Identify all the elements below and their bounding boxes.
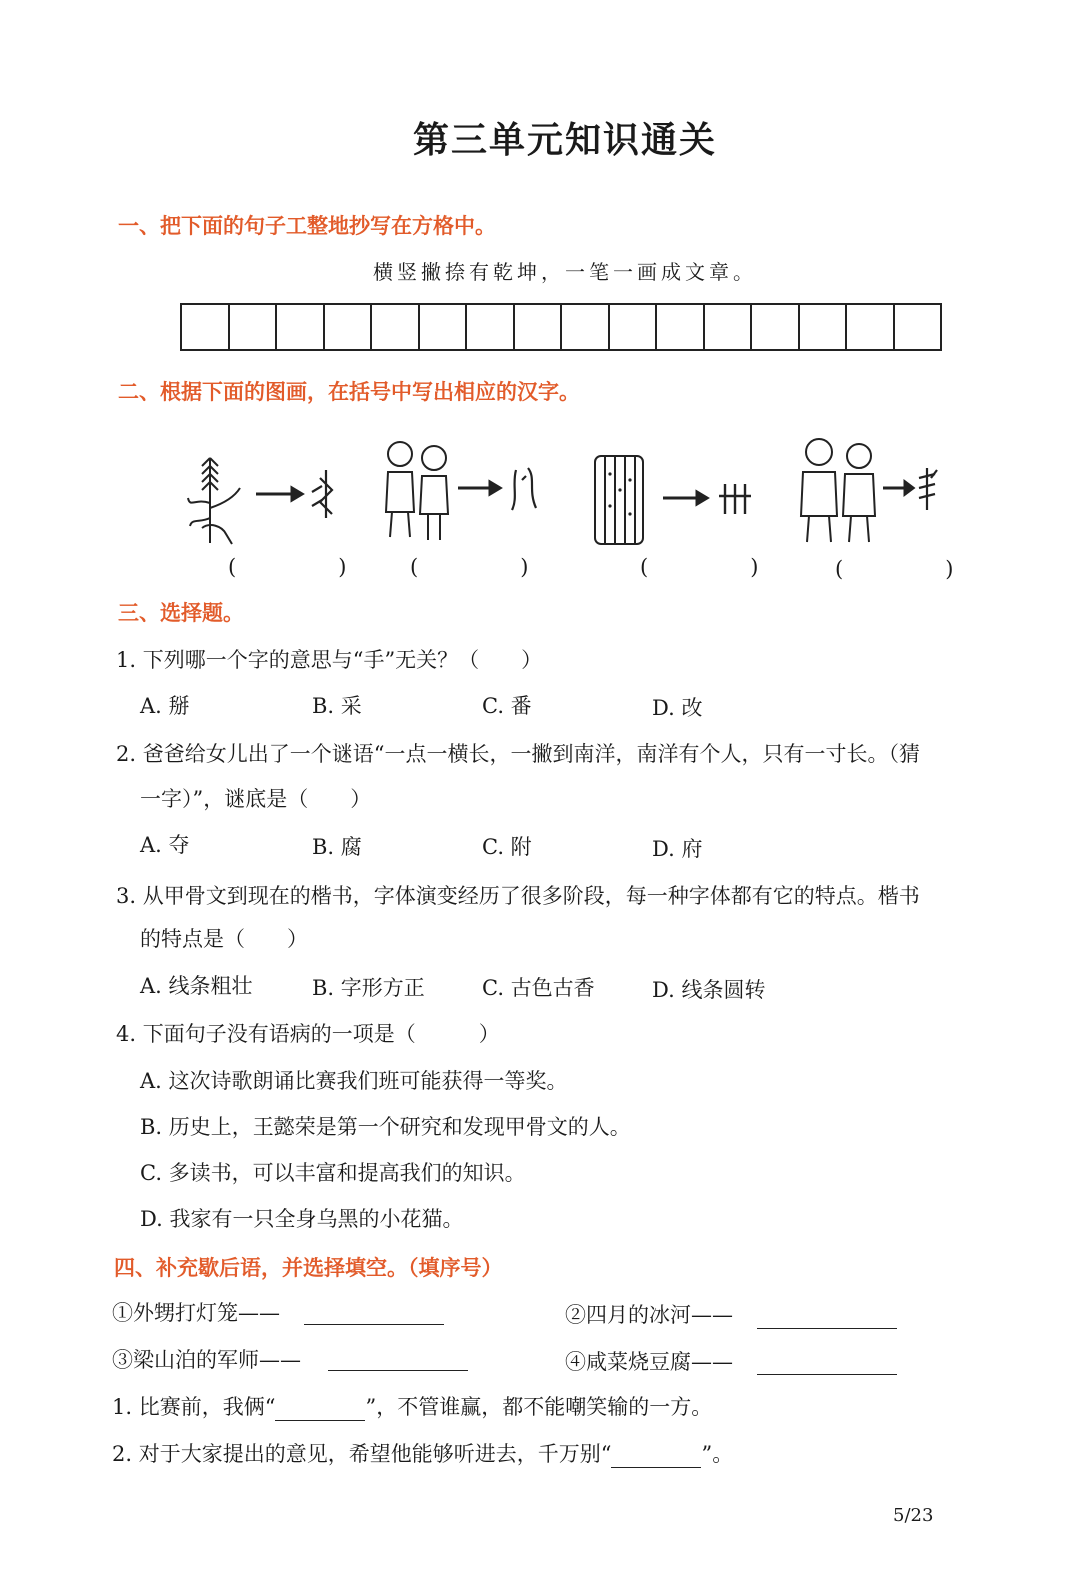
- q2-stem-line2: 一字）”，谜底是（ ）: [140, 787, 372, 811]
- xiehouyu-2: ②四月的冰河——: [565, 1303, 733, 1327]
- grid-cell[interactable]: [467, 305, 515, 349]
- q2-option-d[interactable]: D. 府: [652, 837, 703, 861]
- section2-heading: 二、根据下面的图画，在括号中写出相应的汉字。: [118, 380, 580, 404]
- grid-cell[interactable]: [562, 305, 610, 349]
- copy-sentence: 横竖撇捺有乾坤，一笔一画成文章。: [373, 260, 757, 284]
- q1-option-c[interactable]: C. 番: [482, 694, 532, 718]
- grid-cell[interactable]: [657, 305, 705, 349]
- oracle-char-4-icon: [919, 468, 937, 510]
- grid-cell[interactable]: [847, 305, 895, 349]
- grid-cell[interactable]: [800, 305, 848, 349]
- fill1-blank[interactable]: [275, 1420, 365, 1421]
- fill2-after: ”。: [701, 1442, 734, 1466]
- q4-option-d[interactable]: D. 我家有一只全身乌黑的小花猫。: [140, 1207, 464, 1231]
- q3-option-c[interactable]: C. 古色古香: [482, 976, 595, 1000]
- fill-sentence-1: [112, 1391, 712, 1421]
- section1-heading: 一、把下面的句子工整地抄写在方格中。: [118, 214, 496, 238]
- xiehouyu-4: ④咸菜烧豆腐——: [565, 1350, 733, 1374]
- grid-cell[interactable]: [515, 305, 563, 349]
- q2-option-c[interactable]: C. 附: [482, 835, 532, 859]
- q1-option-b[interactable]: B. 采: [312, 694, 362, 718]
- grid-cell[interactable]: [752, 305, 800, 349]
- xiehouyu-4-blank[interactable]: [757, 1374, 897, 1375]
- fill1-after: ”，不管谁赢，都不能嘲笑输的一方。: [365, 1395, 713, 1419]
- xiehouyu-2-blank[interactable]: [757, 1328, 897, 1329]
- q2-option-a[interactable]: A. 夺: [140, 833, 190, 857]
- grid-cell[interactable]: [325, 305, 373, 349]
- grid-cell[interactable]: [610, 305, 658, 349]
- grid-cell[interactable]: [705, 305, 753, 349]
- answer-paren-4[interactable]: ( ): [835, 557, 974, 581]
- grid-cell[interactable]: [182, 305, 230, 349]
- writing-grid[interactable]: [180, 303, 942, 351]
- page-title: 第三单元知识通关: [412, 119, 717, 161]
- oracle-char-1-icon: [312, 470, 332, 518]
- q3-option-a[interactable]: A. 线条粗壮: [140, 974, 253, 998]
- grid-cell[interactable]: [230, 305, 278, 349]
- q4-option-b[interactable]: B. 历史上，王懿荣是第一个研究和发现甲骨文的人。: [140, 1115, 631, 1139]
- section3-heading: 三、选择题。: [118, 601, 244, 625]
- q3-stem-line2: 的特点是（ ）: [140, 927, 308, 951]
- fill1-before: 1. 比赛前，我俩“: [112, 1395, 276, 1419]
- answer-paren-3[interactable]: ( ): [640, 555, 779, 579]
- wheat-hand-icon: [180, 448, 350, 548]
- page-number: 5/23: [893, 1505, 934, 1526]
- two-children-icon: [795, 432, 945, 550]
- fill2-blank[interactable]: [611, 1467, 701, 1468]
- grid-cell[interactable]: [277, 305, 325, 349]
- xiehouyu-1-blank[interactable]: [304, 1324, 444, 1325]
- q4-option-c[interactable]: C. 多读书，可以丰富和提高我们的知识。: [140, 1161, 526, 1185]
- q2-stem-line1: 2. 爸爸给女儿出了一个谜语“一点一横长，一撇到南洋，南洋有个人，只有一寸长。（猜: [116, 742, 920, 766]
- q1-stem: 1. 下列哪一个字的意思与“手”无关？（ ）: [116, 648, 543, 672]
- q3-stem-line1: 3. 从甲骨文到现在的楷书，字体演变经历了很多阶段，每一种字体都有它的特点。楷书: [116, 884, 920, 908]
- q3-option-b[interactable]: B. 字形方正: [312, 976, 425, 1000]
- fill2-before: 2. 对于大家提出的意见，希望他能够听进去，千万别“: [112, 1442, 612, 1466]
- grid-cell[interactable]: [420, 305, 468, 349]
- q2-option-b[interactable]: B. 腐: [312, 835, 362, 859]
- q4-option-a[interactable]: A. 这次诗歌朗诵比赛我们班可能获得一等奖。: [140, 1069, 568, 1093]
- xiehouyu-1: ①外甥打灯笼——: [112, 1301, 280, 1325]
- answer-paren-2[interactable]: ( ): [410, 555, 549, 579]
- answer-paren-1[interactable]: ( ): [228, 555, 367, 579]
- q1-option-d[interactable]: D. 改: [652, 696, 703, 720]
- bamboo-scroll-icon: [585, 450, 760, 550]
- section4-heading: 四、补充歇后语，并选择填空。（填序号）: [114, 1256, 503, 1280]
- q3-option-d[interactable]: D. 线条圆转: [652, 978, 766, 1002]
- q1-option-a[interactable]: A. 掰: [140, 694, 190, 718]
- fill-sentence-2: [112, 1438, 733, 1468]
- grid-cell[interactable]: [895, 305, 941, 349]
- xiehouyu-3-blank[interactable]: [328, 1370, 468, 1371]
- grid-cell[interactable]: [372, 305, 420, 349]
- q4-stem: 4. 下面句子没有语病的一项是（ ）: [116, 1022, 500, 1046]
- oracle-char-2-icon: [512, 468, 536, 510]
- two-people-icon: [378, 432, 548, 547]
- oracle-char-3-icon: [719, 484, 751, 514]
- xiehouyu-3: ③梁山泊的军师——: [112, 1348, 301, 1372]
